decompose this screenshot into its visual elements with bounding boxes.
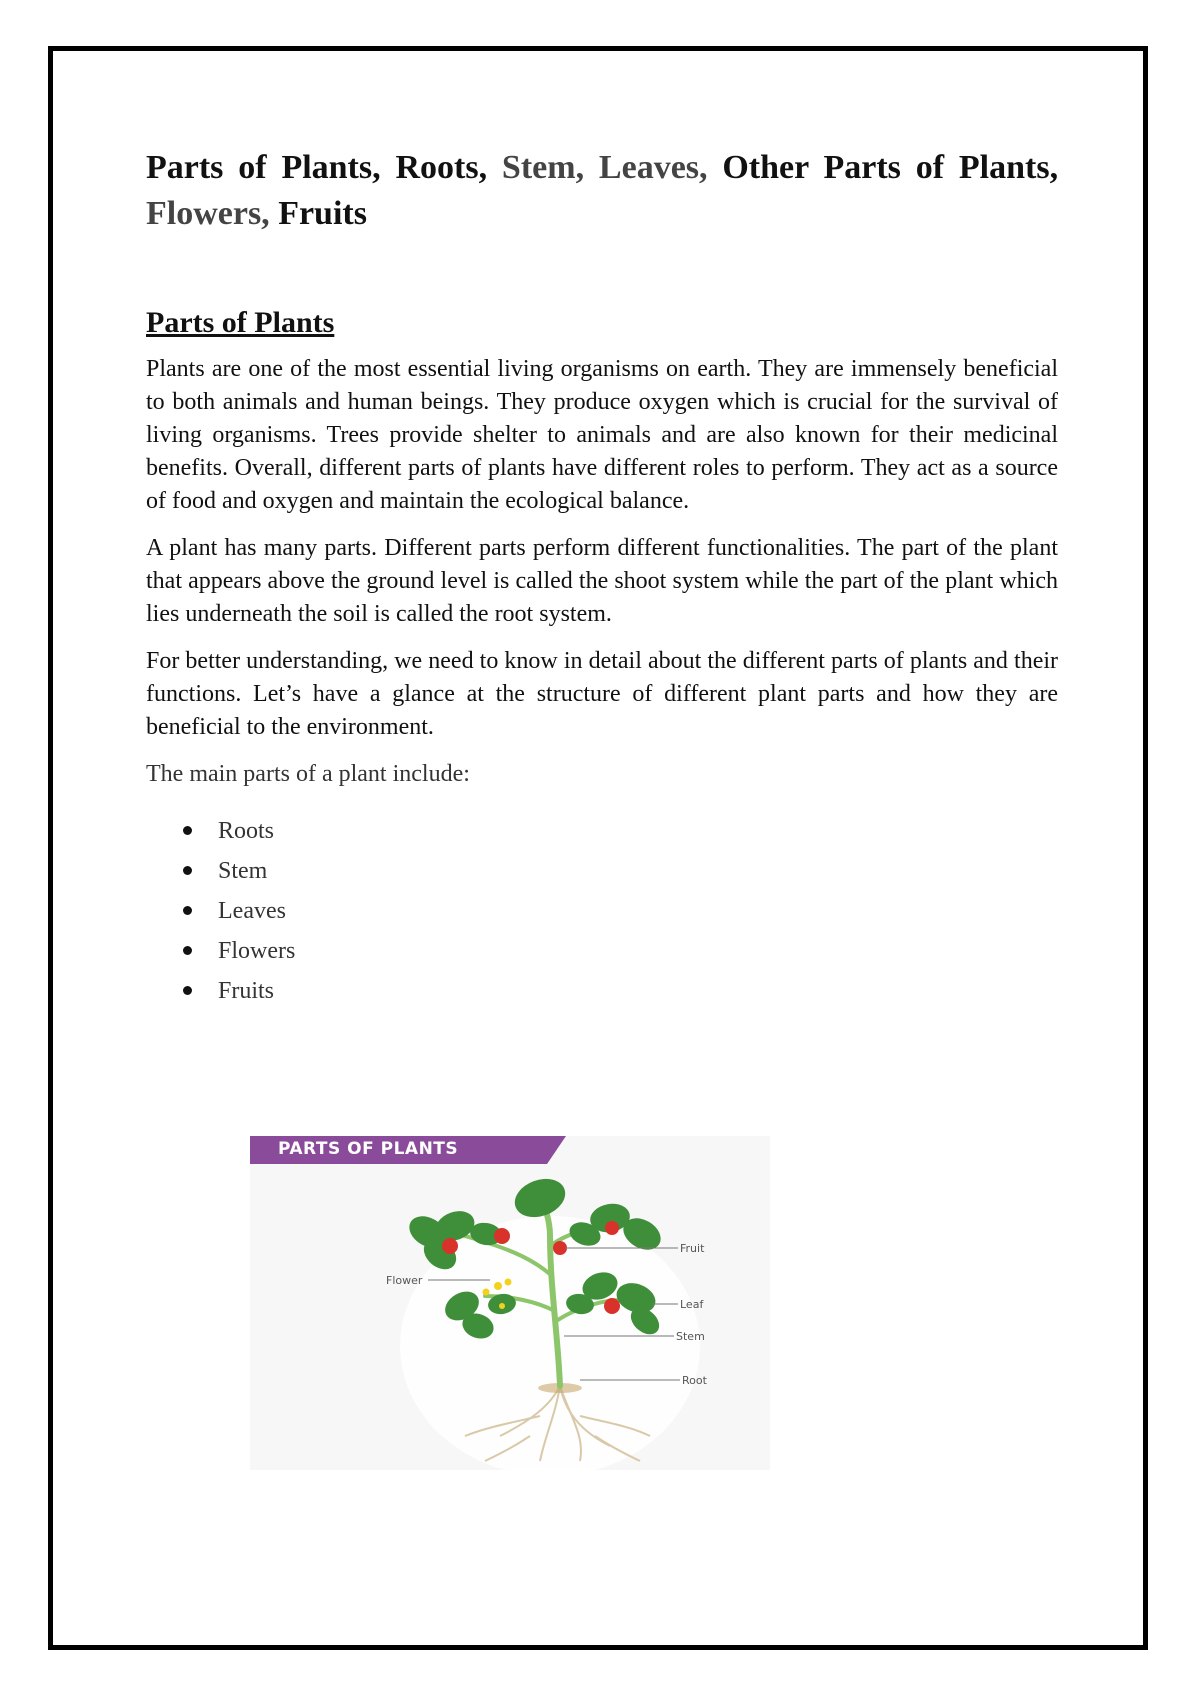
- label-root: Root: [682, 1374, 707, 1387]
- title-word: Other: [722, 149, 809, 186]
- diagram-banner-text: PARTS OF PLANTS: [278, 1139, 459, 1159]
- list-intro: The main parts of a plant include:: [146, 761, 470, 787]
- document-body: [146, 145, 1058, 1011]
- section-heading: Parts of Plants: [146, 306, 335, 339]
- label-stem: Stem: [676, 1330, 705, 1343]
- document-title: [146, 145, 1058, 237]
- title-word: Stem,: [501, 149, 585, 186]
- title-word: Fruits: [278, 195, 367, 232]
- paragraph: Plants are one of the most essential living organisms on earth. They are immensely beneficial to both animals and human beings. They produce oxygen which is crucial for the survival of living organisms. Trees provide shelter to animals and are also known for their medicinal benefits. Overall, different parts of plants have different roles to perform. They act as a source of food and oxygen and maintain the ecological balance.: [146, 356, 1058, 514]
- paragraph: For better understanding, we need to know in detail about the different parts of plants and their functions. Let’s have a glance at the structure of different plant parts and how they are beneficial to the environment.: [146, 648, 1058, 740]
- title-word: Plants,: [958, 149, 1059, 186]
- plant-illustration: [250, 1136, 770, 1470]
- title-word: Parts: [823, 149, 901, 186]
- title-word: Parts: [146, 149, 224, 186]
- list-item: Leaves: [146, 891, 1058, 931]
- title-word: Roots,: [395, 149, 488, 186]
- title-word: of: [915, 149, 945, 186]
- paragraph: A plant has many parts. Different parts perform different functionalities. The part of the plant that appears above the ground level is called the shoot system while the part of the plant which lies underneath the soil is called the root system.: [146, 535, 1058, 627]
- title-word: of: [238, 149, 267, 186]
- label-leaf: Leaf: [680, 1298, 704, 1311]
- label-fruit: Fruit: [680, 1242, 705, 1255]
- plant-parts-list: [146, 811, 1058, 1011]
- label-flower: Flower: [386, 1274, 423, 1287]
- title-word: Plants,: [281, 149, 381, 186]
- list-item: Roots: [146, 811, 1058, 851]
- title-word: Leaves,: [598, 149, 708, 186]
- list-item: Stem: [146, 851, 1058, 891]
- list-item: Fruits: [146, 971, 1058, 1011]
- list-item: Flowers: [146, 931, 1058, 971]
- title-word: Flowers,: [146, 195, 270, 232]
- plant-diagram: [250, 1136, 770, 1470]
